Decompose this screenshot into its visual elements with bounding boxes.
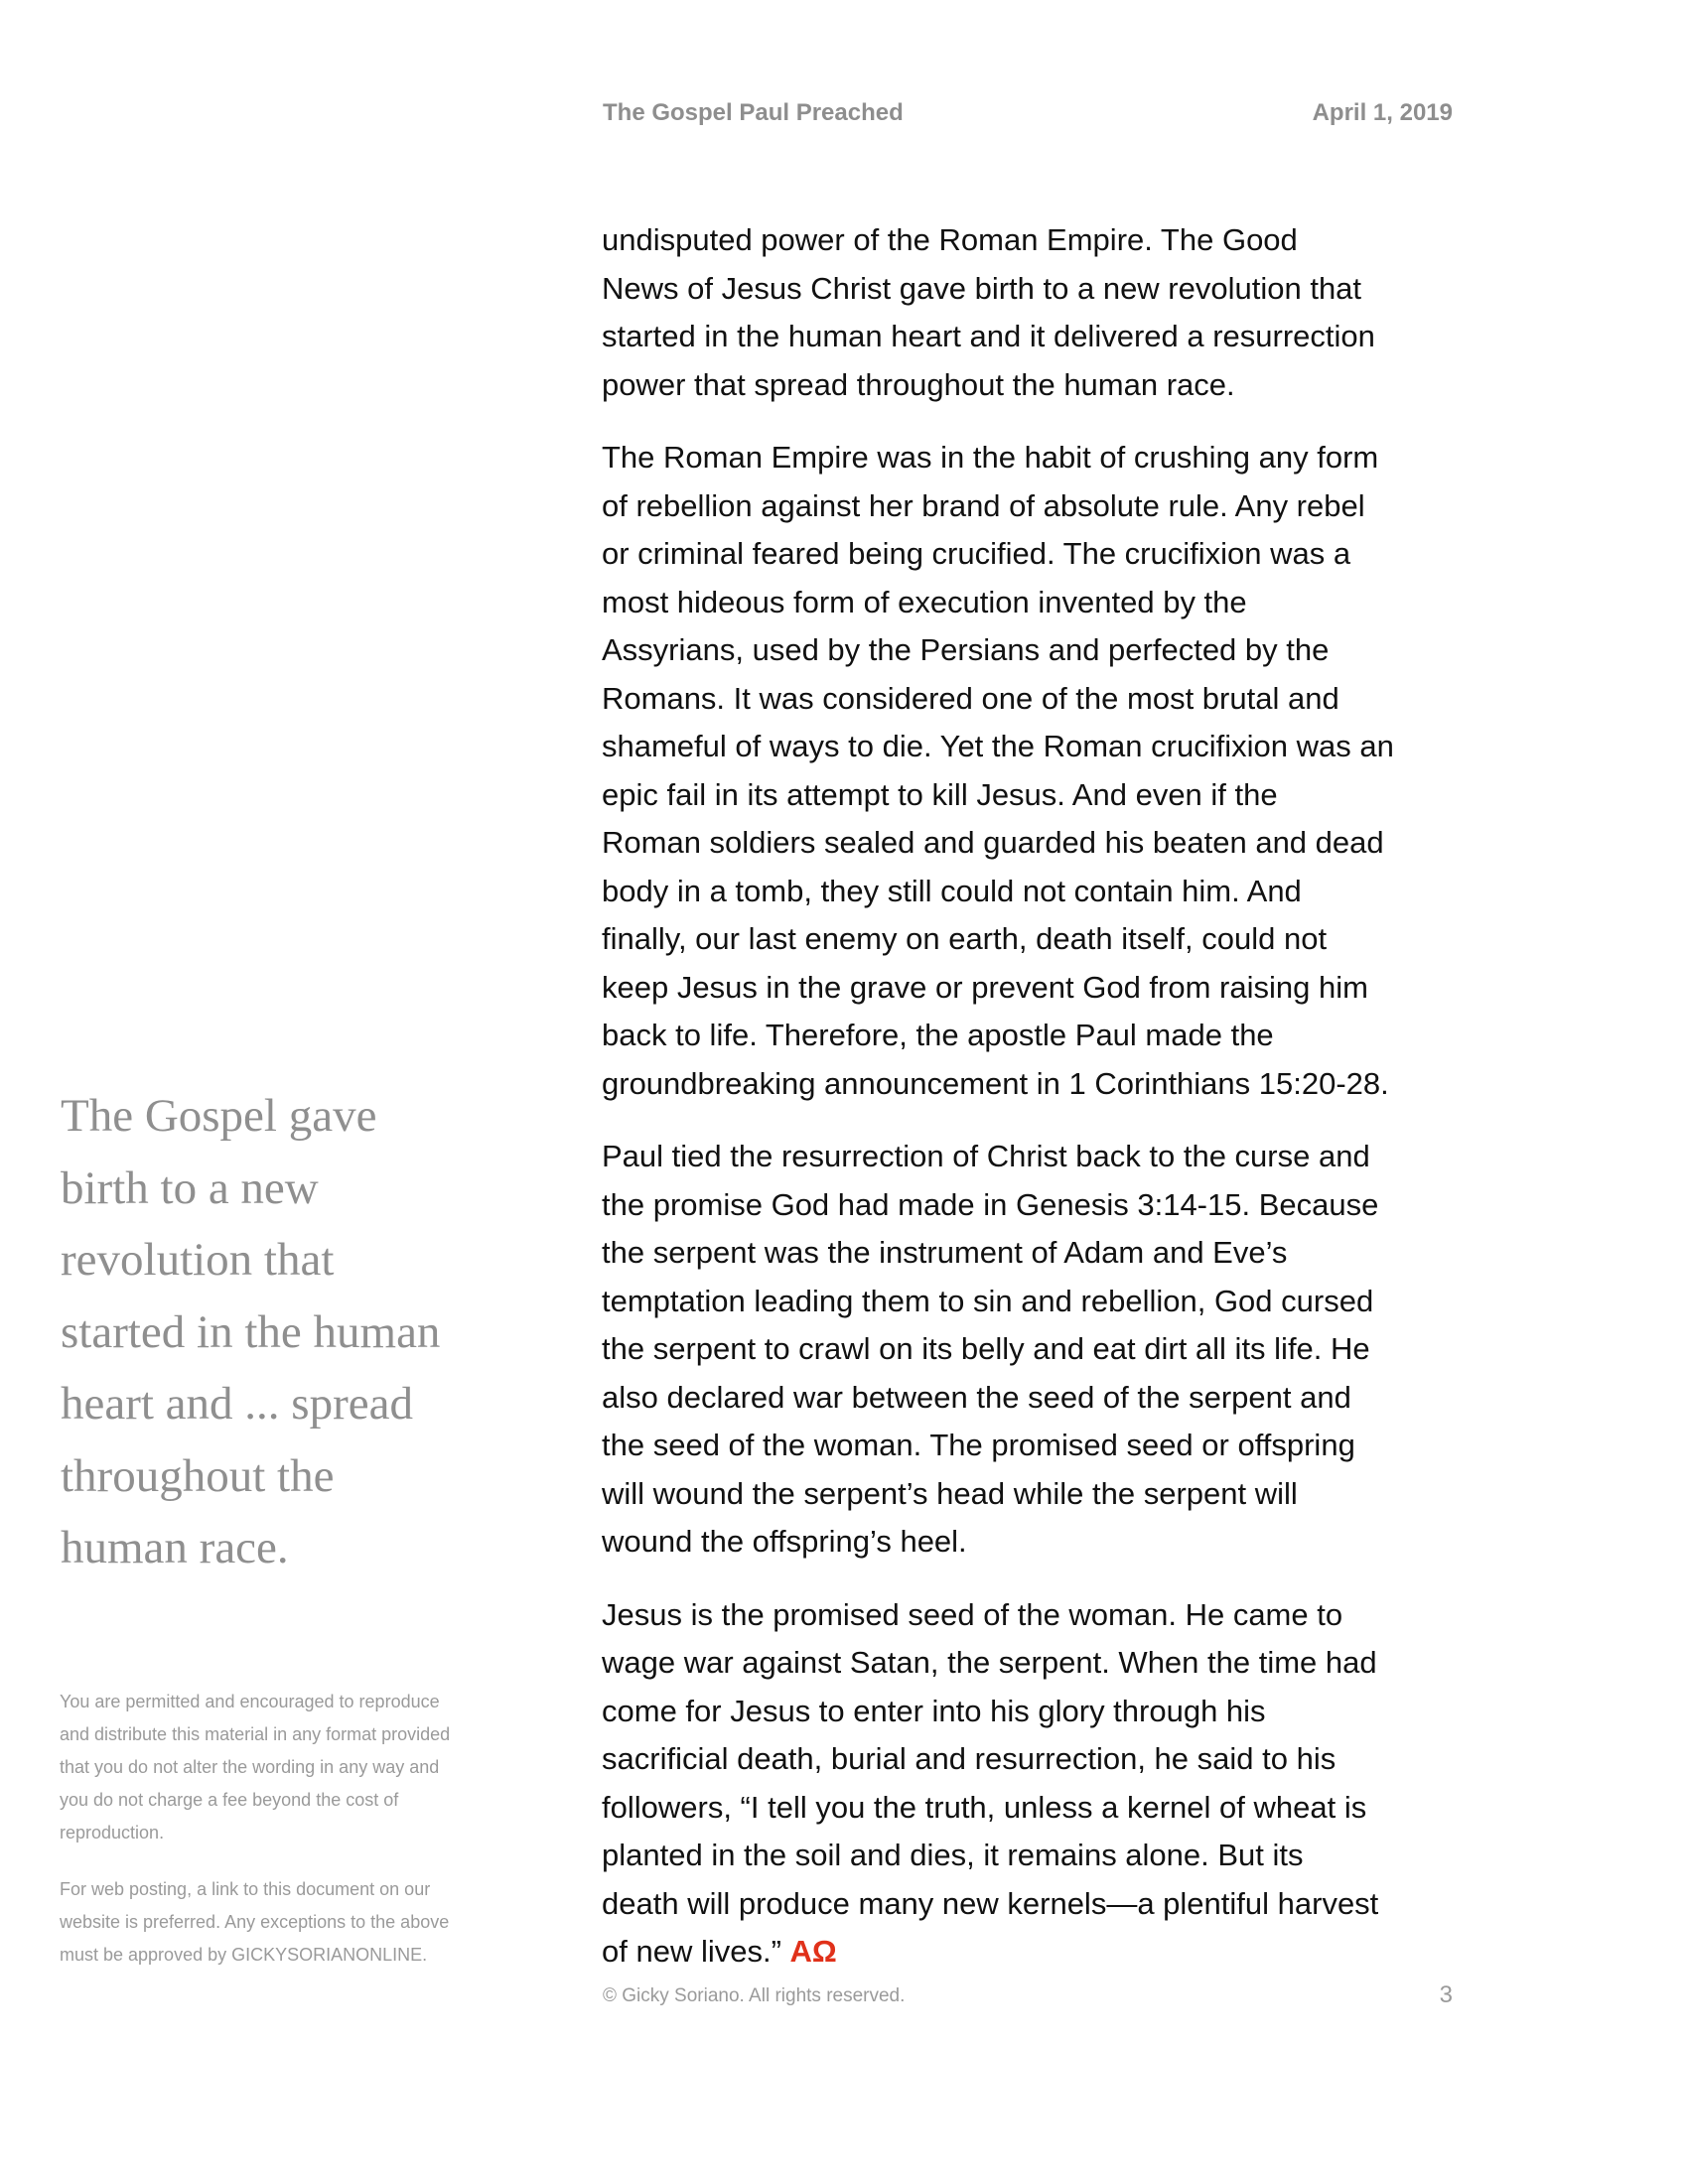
text-line: sacrificial death, burial and resurrection, he said to his	[602, 1741, 1336, 1776]
document-date: April 1, 2019	[1312, 99, 1453, 126]
paragraph	[602, 216, 1466, 409]
note-line: reproduction.	[60, 1823, 165, 1843]
note-line: You are permitted and encouraged to reproduce	[60, 1692, 440, 1711]
text-line: epic fail in its attempt to kill Jesus. And even if the	[602, 776, 1278, 812]
pull-quote-line: heart and ... spread	[61, 1378, 413, 1430]
body-text	[602, 216, 1466, 2001]
paragraph	[602, 1133, 1466, 1567]
pull-quote-line: birth to a new	[61, 1161, 319, 1214]
text-line: Assyrians, used by the Persians and perfected by the	[602, 632, 1330, 667]
text-line: shameful of ways to die. Yet the Roman crucifixion was an	[602, 729, 1394, 763]
text-line: started in the human heart and it delivered a resurrection	[602, 319, 1375, 353]
text-line: death will produce many new kernels—a plentiful harvest	[602, 1885, 1379, 1921]
note-line: website is preferred. Any exceptions to the above	[60, 1912, 450, 1932]
text-line: The Roman Empire was in the habit of crushing any form	[602, 440, 1379, 475]
alpha-omega-mark: AΩ	[789, 1934, 837, 1969]
text-line: or criminal feared being crucified. The crucifixion was a	[602, 536, 1351, 571]
text-line: Romans. It was considered one of the most brutal and	[602, 680, 1339, 716]
pull-quote-line: started in the human	[61, 1305, 441, 1358]
pull-quote-line: human race.	[61, 1522, 289, 1573]
text-line: keep Jesus in the grave or prevent God from raising him	[602, 969, 1368, 1005]
document-title: The Gospel Paul Preached	[603, 99, 904, 126]
text-line: most hideous form of execution invented by the	[602, 584, 1247, 619]
text-line: News of Jesus Christ gave birth to a new revolution that	[602, 270, 1362, 306]
note-line: and distribute this material in any format provided	[60, 1724, 451, 1744]
text-line-content: of new lives.”	[602, 1934, 781, 1969]
pull-quote-line: throughout the	[61, 1449, 335, 1502]
note-line: must be approved by GICKYSORIANONLINE.	[60, 1945, 428, 1965]
text-line: will wound the serpent’s head while the serpent will	[602, 1475, 1298, 1511]
text-line: the serpent to crawl on its belly and eat dirt all its life. He	[602, 1331, 1370, 1366]
text-line: power that spread throughout the human race.	[602, 366, 1235, 402]
text-line: the serpent was the instrument of Adam and Eve’s	[602, 1235, 1288, 1270]
text-line: Paul tied the resurrection of Christ back to the curse and	[602, 1139, 1370, 1173]
text-line: also declared war between the seed of the serpent and	[602, 1379, 1351, 1415]
note-paragraph	[60, 1873, 450, 1972]
pull-quote	[61, 1080, 440, 1584]
text-line: back to life. Therefore, the apostle Paul made the	[602, 1018, 1274, 1052]
text-line: wage war against Satan, the serpent. When the time had	[602, 1645, 1377, 1680]
text-line: Roman soldiers sealed and guarded his beaten and dead	[602, 825, 1384, 860]
text-line: wound the offspring’s heel.	[602, 1524, 967, 1559]
page-number: 3	[1439, 1981, 1453, 2008]
text-line: come for Jesus to enter into his glory through his	[602, 1693, 1266, 1728]
text-line: planted in the soil and dies, it remains alone. But its	[602, 1838, 1304, 1872]
paragraph	[602, 434, 1466, 1108]
text-line: body in a tomb, they still could not contain him. And	[602, 873, 1302, 908]
text-line: temptation leading them to sin and rebellion, God cursed	[602, 1283, 1374, 1318]
note-line: you do not charge a fee beyond the cost of	[60, 1790, 399, 1810]
text-line: finally, our last enemy on earth, death itself, could not	[602, 921, 1328, 956]
note-line: For web posting, a link to this document on our	[60, 1879, 431, 1899]
text-line: the seed of the woman. The promised seed or offspring	[602, 1428, 1355, 1462]
footer-copyright: © Gicky Soriano. All rights reserved.	[603, 1985, 906, 2006]
pull-quote-line: The Gospel gave	[61, 1090, 377, 1142]
text-line: Jesus is the promised seed of the woman. He came to	[602, 1596, 1343, 1632]
text-line: of rebellion against her brand of absolute rule. Any rebel	[602, 487, 1365, 523]
pull-quote-line: revolution that	[61, 1234, 335, 1286]
note-line: that you do not alter the wording in any way and	[60, 1757, 440, 1777]
note-paragraph	[60, 1686, 450, 1849]
text-line: undisputed power of the Roman Empire. The Good	[602, 222, 1298, 257]
text-line	[602, 1928, 1466, 1977]
text-line: followers, “I tell you the truth, unless a kernel of wheat is	[602, 1789, 1367, 1825]
copyright-notes	[60, 1686, 450, 1995]
paragraph	[602, 1591, 1466, 1977]
text-line: groundbreaking announcement in 1 Corinthians 15:20-28.	[602, 1065, 1389, 1101]
text-line: the promise God had made in Genesis 3:14-15. Because	[602, 1186, 1379, 1222]
